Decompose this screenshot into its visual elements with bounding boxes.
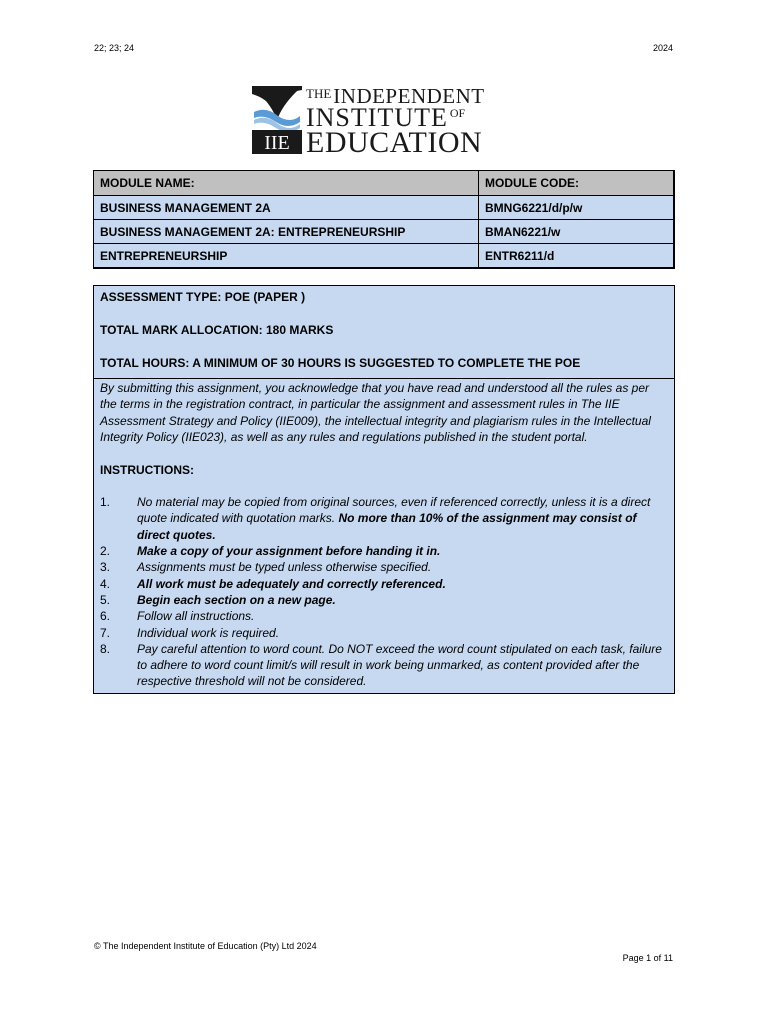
- table-row: [94, 196, 675, 220]
- list-item: 8. Pay careful attention to word count. Do NOT exceed the word count stipulated on each task, failure to adhere to word count limit/s will result in work being unmarked, as content provided after the respective threshold will not be considered.: [100, 641, 662, 689]
- module-name-cell: BUSINESS MANAGEMENT 2A: ENTREPRENEURSHIP: [94, 220, 479, 244]
- iie-logo: IIE $^{THE}$INDEPENDENT INSTITUTE $^{OF}$ EDUCATION: [252, 86, 518, 156]
- module-name-header: MODULE NAME:: [94, 171, 479, 196]
- list-item: 3. Assignments must be typed unless otherwise specified.: [100, 560, 432, 575]
- header-year: 2024: [652, 43, 673, 53]
- page-number: Page 1 of 11: [622, 953, 673, 963]
- instructions-list: [100, 494, 668, 690]
- logo-mark-text: IIE: [264, 132, 290, 154]
- list-item: 6. Follow all instructions.: [100, 609, 255, 624]
- module-code-cell: BMAN6221/w: [479, 220, 675, 244]
- list-item: 5. Begin each section on a new page.: [100, 592, 336, 607]
- module-table: [93, 170, 675, 269]
- module-table-header-row: [94, 171, 675, 196]
- copyright-notice: © The Independent Institute of Education (Pty) Ltd 2024: [94, 941, 317, 951]
- list-item: 7. Individual work is required.: [100, 625, 280, 640]
- table-row: [94, 244, 675, 269]
- assessment-type: ASSESSMENT TYPE: POE (PAPER ): [100, 290, 306, 304]
- list-item: 1. No material may be copied from original sources, even if referenced correctly, unless it is a direct quote indicated with quotation marks. No more than 10% of the assignment may consist of direct quotes.: [100, 495, 651, 542]
- iie-logo-mark-icon: [252, 86, 302, 154]
- assessment-rules: [94, 379, 674, 693]
- table-row: [94, 220, 675, 244]
- assessment-box: [93, 285, 675, 694]
- assessment-summary: [94, 286, 674, 379]
- module-code-cell: ENTR6211/d: [479, 244, 675, 269]
- list-item: 2. Make a copy of your assignment before handing it in.: [100, 544, 441, 559]
- module-name-cell: ENTREPRENEURSHIP: [94, 244, 479, 269]
- module-code-cell: BMNG6221/d/p/w: [479, 196, 675, 220]
- module-name-cell: BUSINESS MANAGEMENT 2A: [94, 196, 479, 220]
- instructions-heading: INSTRUCTIONS:: [100, 463, 194, 478]
- module-code-header: MODULE CODE:: [479, 171, 675, 196]
- declaration-text: By submitting this assignment, you acknowledge that you have read and understood all the rules as per the terms in the registration contract, in particular the assignment and assessment rules in The IIE Assessment Strategy and Policy (IIE009), the intellectual integrity and plagiarism rules in the Intellectual Integrity Policy (IIE023), as well as any rules and regulations published in the student portal.: [100, 381, 651, 444]
- header-codes: 22; 23; 24: [94, 43, 135, 53]
- total-marks: TOTAL MARK ALLOCATION: 180 MARKS: [100, 323, 334, 337]
- total-hours: TOTAL HOURS: A MINIMUM OF 30 HOURS IS SUGGESTED TO COMPLETE THE POE: [100, 356, 581, 370]
- list-item: 4. All work must be adequately and correctly referenced.: [100, 576, 446, 591]
